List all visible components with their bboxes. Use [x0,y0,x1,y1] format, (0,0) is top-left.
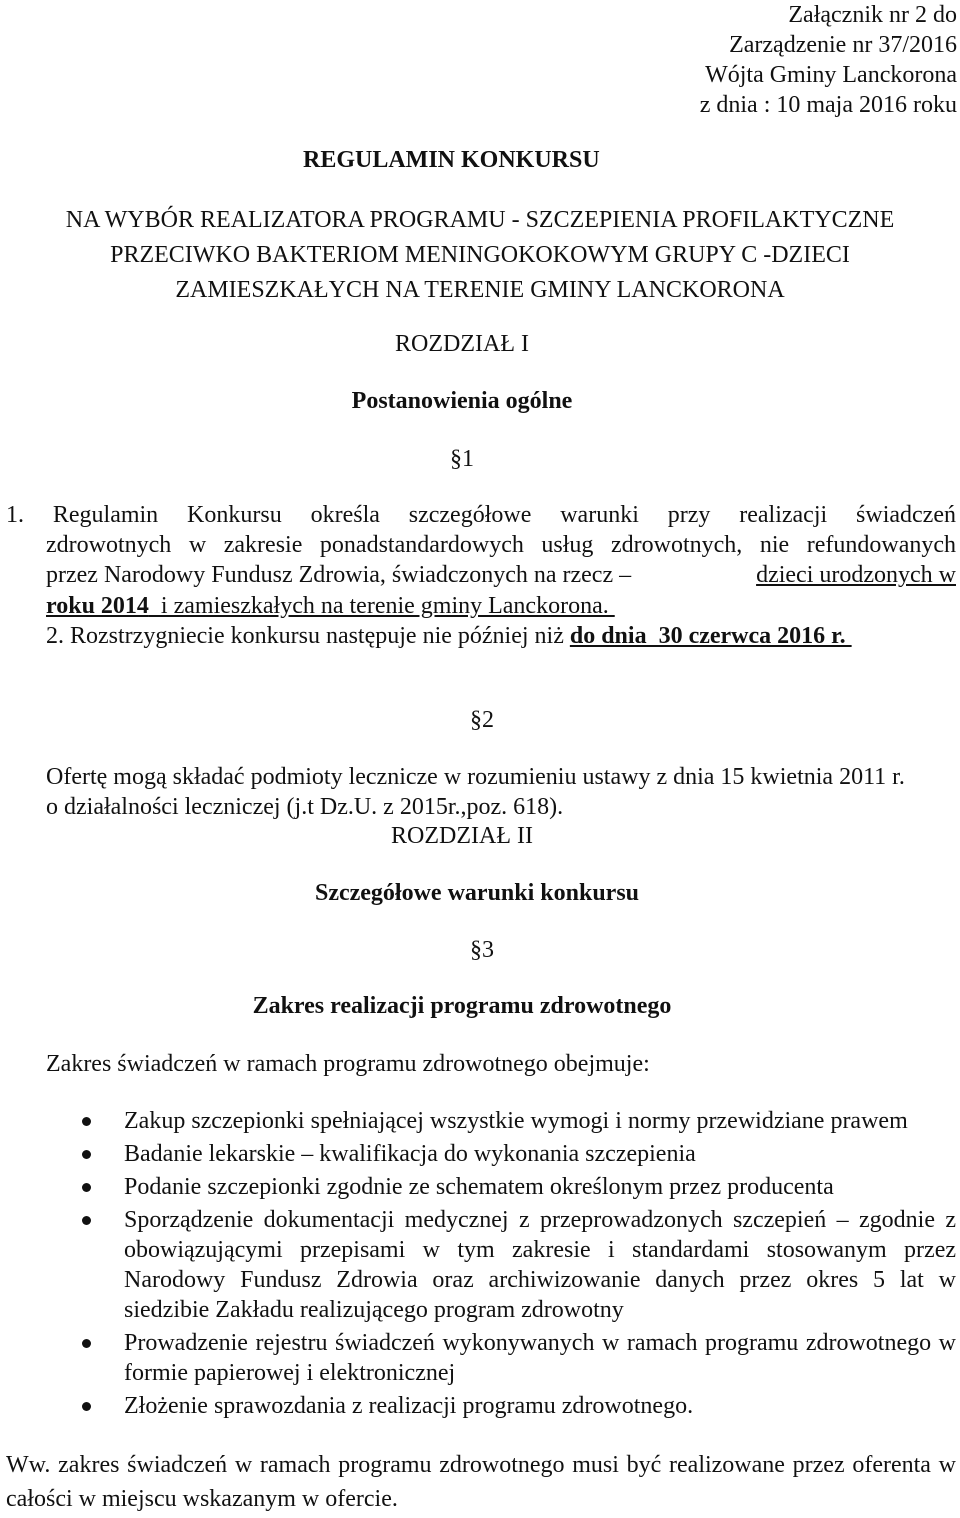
offer-line-1: Ofertę mogą składać podmioty lecznicze w rozumieniu ustawy z dnia 15 kwietnia 2011 r. [46,764,905,790]
attachment-note [700,0,957,120]
item-2-text: Rozstrzygniecie konkursu następuje nie później niż [64,623,570,649]
item-2-number: 2. [46,623,64,649]
document-title: REGULAMIN KONKURSU [303,147,600,173]
subtitle-line-3: ZAMIESZKAŁYCH NA TERENIE GMINY LANCKORONA [175,277,785,303]
attachment-line-2: Zarządzenie nr 37/2016 [729,32,957,58]
chapter-2-name: Szczegółowe warunki konkursu [314,880,640,906]
section-2-marker: §2 [470,707,494,733]
list-item: Zakup szczepionki spełniającej wszystkie wymogi i normy przewidziane prawem [80,1106,956,1136]
list-item: Sporządzenie dokumentacji medycznej z przeprowadzonych szczepień – zgodnie z obowiązującymi przepisami w tym zakresie i standardami stosowanym przez Narodowy Fundusz Zdrowia oraz archiwizowanie danych przez okres 5 lat w siedzibie Zakładu realizującego program zdrowotny [80,1205,956,1325]
chapter-2-heading: ROZDZIAŁ II [391,823,533,849]
bullet-icon [82,1117,91,1126]
item-2 [46,621,956,651]
section-1-marker: §1 [450,446,474,472]
item-1-line-3-underlined: dzieci urodzonych w [756,562,956,588]
bullet-icon [82,1150,91,1159]
item-1-line-4 [46,591,956,621]
section-3-marker: §3 [470,937,494,963]
item-1-line-1: 1. Regulamin Konkursu określa szczegółowe warunki przy realizacji świadczeń [6,502,956,528]
offer-paragraph [46,762,956,822]
item-1-line-2: zdrowotnych w zakresie ponadstandardowych usług zdrowotnych, nie refundowanych [46,532,956,558]
closing-paragraph: Ww. zakres świadczeń w ramach programu zdrowotnego musi być realizowane przez oferenta w całości w miejscu wskazanym w ofercie. [6,1452,956,1512]
item-1-line-3 [46,560,956,590]
scope-intro: Zakres świadczeń w ramach programu zdrowotnego obejmuje: [46,1051,650,1077]
bullet-icon [82,1402,91,1411]
subtitle-line-2: PRZECIWKO BAKTERIOM MENINGOKOKOWYM GRUPY C -DZIECI [110,242,850,268]
attachment-line-4: z dnia : 10 maja 2016 roku [699,92,957,118]
item-2-deadline: do dnia 30 czerwca 2016 r. [569,623,852,649]
chapter-1-heading: ROZDZIAŁ I [395,331,529,357]
item-1-line-3-text: przez Narodowy Fundusz Zdrowia, świadczonych na rzecz – [46,562,632,588]
attachment-line-1: Załącznik nr 2 do [788,2,957,28]
chapter-1-name: Postanowienia ogólne [351,388,573,414]
list-item: Podanie szczepionki zgodnie ze schematem określonym przez producenta [80,1172,956,1202]
offer-line-2: o działalności leczniczej (j.t Dz.U. z 2015r.,poz. 618). [46,794,564,820]
bullet-icon [82,1339,91,1348]
item-1-line-4-rest: i zamieszkałych na terenie gminy Lanckorona. [148,593,615,619]
bullet-icon [82,1216,91,1225]
subtitle-line-1: NA WYBÓR REALIZATORA PROGRAMU - SZCZEPIENIA PROFILAKTYCZNE [65,207,895,233]
bullet-icon [82,1183,91,1192]
scope-heading: Zakres realizacji programu zdrowotnego [252,993,672,1019]
document-subtitle [0,203,960,308]
list-item: Badanie lekarskie – kwalifikacja do wykonania szczepienia [80,1139,956,1169]
list-item: Złożenie sprawozdania z realizacji programu zdrowotnego. [80,1391,956,1421]
scope-list [80,1106,956,1424]
attachment-line-3: Wójta Gminy Lanckorona [705,62,957,88]
list-item: Prowadzenie rejestru świadczeń wykonywanych w ramach programu zdrowotnego w formie papierowej i elektronicznej [80,1328,956,1388]
item-1-year: roku 2014 [46,593,149,619]
